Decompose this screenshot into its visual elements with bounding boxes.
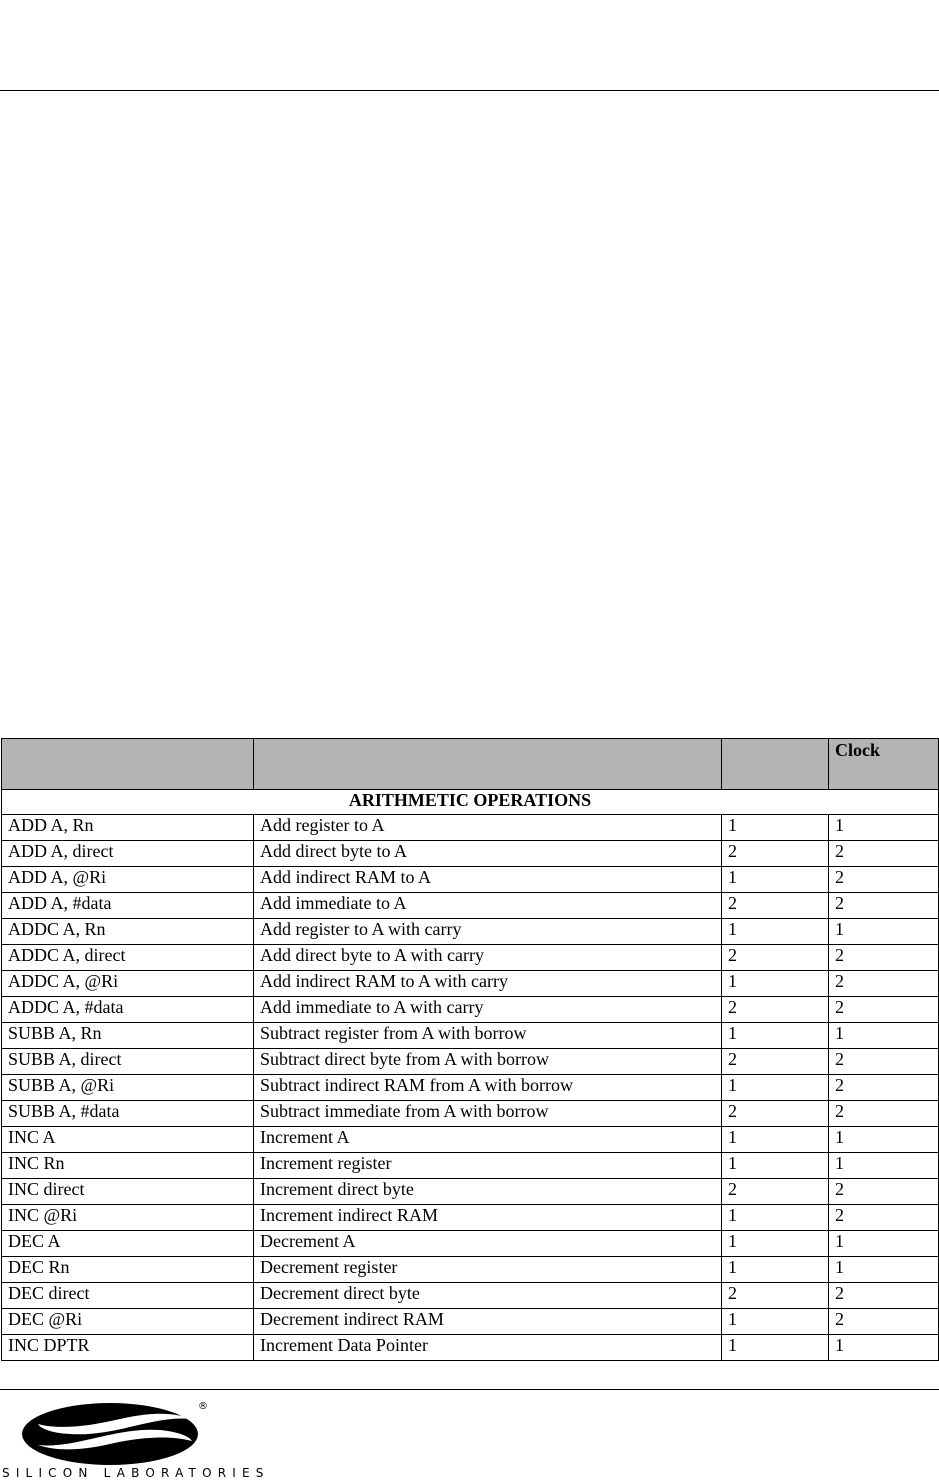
table-row	[2, 1127, 939, 1153]
cell-bytes: 1	[722, 1023, 829, 1049]
cell-clock: 2	[829, 1101, 939, 1127]
cell-mnemonic: ADD A, Rn	[2, 815, 254, 841]
cell-clock: 2	[829, 997, 939, 1023]
cell-description: Increment A	[254, 1127, 722, 1153]
table-row	[2, 945, 939, 971]
table-row	[2, 997, 939, 1023]
cell-mnemonic: ADDC A, Rn	[2, 919, 254, 945]
cell-clock: 2	[829, 1205, 939, 1231]
cell-bytes: 2	[722, 1101, 829, 1127]
header-cell-description	[254, 739, 722, 790]
cell-description: Add direct byte to A	[254, 841, 722, 867]
cell-description: Decrement direct byte	[254, 1283, 722, 1309]
table-row	[2, 1023, 939, 1049]
cell-mnemonic: SUBB A, Rn	[2, 1023, 254, 1049]
section-row	[2, 790, 939, 815]
cell-mnemonic: ADD A, #data	[2, 893, 254, 919]
table-row	[2, 971, 939, 997]
cell-mnemonic: DEC @Ri	[2, 1309, 254, 1335]
cell-bytes: 1	[722, 1335, 829, 1361]
header-cell-mnemonic	[2, 739, 254, 790]
cell-bytes: 2	[722, 1049, 829, 1075]
table-row	[2, 1075, 939, 1101]
cell-bytes: 1	[722, 919, 829, 945]
cell-clock: 2	[829, 893, 939, 919]
table-row	[2, 841, 939, 867]
cell-clock: 2	[829, 1309, 939, 1335]
cell-description: Subtract indirect RAM from A with borrow	[254, 1075, 722, 1101]
cell-description: Increment Data Pointer	[254, 1335, 722, 1361]
cell-description: Add indirect RAM to A with carry	[254, 971, 722, 997]
cell-bytes: 1	[722, 1205, 829, 1231]
cell-mnemonic: DEC Rn	[2, 1257, 254, 1283]
table-row	[2, 1153, 939, 1179]
cell-clock: 1	[829, 919, 939, 945]
cell-description: Subtract direct byte from A with borrow	[254, 1049, 722, 1075]
table-row	[2, 919, 939, 945]
cell-clock: 2	[829, 1283, 939, 1309]
cell-description: Add register to A	[254, 815, 722, 841]
silicon-labs-logo-mark	[20, 1397, 210, 1467]
cell-bytes: 1	[722, 1127, 829, 1153]
table-row	[2, 1179, 939, 1205]
cell-mnemonic: DEC A	[2, 1231, 254, 1257]
table-row	[2, 1335, 939, 1361]
table-row	[2, 1049, 939, 1075]
table-row	[2, 1283, 939, 1309]
cell-description: Add indirect RAM to A	[254, 867, 722, 893]
table-row	[2, 1231, 939, 1257]
cell-clock: 1	[829, 1023, 939, 1049]
cell-mnemonic: SUBB A, #data	[2, 1101, 254, 1127]
header-cell-bytes	[722, 739, 829, 790]
header-rule	[0, 90, 939, 91]
cell-mnemonic: SUBB A, @Ri	[2, 1075, 254, 1101]
cell-bytes: 2	[722, 1283, 829, 1309]
cell-bytes: 1	[722, 1231, 829, 1257]
cell-clock: 1	[829, 1231, 939, 1257]
cell-description: Add direct byte to A with carry	[254, 945, 722, 971]
cell-description: Decrement register	[254, 1257, 722, 1283]
cell-bytes: 1	[722, 971, 829, 997]
table-row	[2, 893, 939, 919]
cell-clock: 1	[829, 1153, 939, 1179]
cell-description: Subtract register from A with borrow	[254, 1023, 722, 1049]
cell-clock: 2	[829, 867, 939, 893]
logo-wordmark: SILICON LABORATORIES	[2, 1466, 270, 1480]
cell-mnemonic: INC direct	[2, 1179, 254, 1205]
table-row	[2, 1101, 939, 1127]
cell-bytes: 2	[722, 1179, 829, 1205]
cell-clock: 2	[829, 1075, 939, 1101]
table-row	[2, 1309, 939, 1335]
cell-clock: 1	[829, 1257, 939, 1283]
cell-description: Increment indirect RAM	[254, 1205, 722, 1231]
cell-clock: 2	[829, 1179, 939, 1205]
cell-description: Subtract immediate from A with borrow	[254, 1101, 722, 1127]
cell-clock: 1	[829, 1335, 939, 1361]
cell-mnemonic: INC DPTR	[2, 1335, 254, 1361]
table-row	[2, 867, 939, 893]
cell-bytes: 1	[722, 1075, 829, 1101]
cell-clock: 2	[829, 841, 939, 867]
cell-bytes: 1	[722, 1153, 829, 1179]
cell-mnemonic: ADD A, @Ri	[2, 867, 254, 893]
cell-bytes: 2	[722, 945, 829, 971]
cell-clock: 2	[829, 971, 939, 997]
table-header-row	[2, 739, 939, 790]
instruction-table	[1, 738, 939, 1361]
cell-mnemonic: ADDC A, @Ri	[2, 971, 254, 997]
cell-clock: 1	[829, 1127, 939, 1153]
cell-clock: 1	[829, 815, 939, 841]
table-row	[2, 815, 939, 841]
cell-description: Increment direct byte	[254, 1179, 722, 1205]
cell-description: Decrement indirect RAM	[254, 1309, 722, 1335]
table-row	[2, 1205, 939, 1231]
cell-bytes: 1	[722, 1309, 829, 1335]
cell-description: Add immediate to A	[254, 893, 722, 919]
cell-mnemonic: ADDC A, #data	[2, 997, 254, 1023]
cell-bytes: 1	[722, 815, 829, 841]
cell-description: Add immediate to A with carry	[254, 997, 722, 1023]
cell-mnemonic: INC Rn	[2, 1153, 254, 1179]
cell-clock: 2	[829, 1049, 939, 1075]
table-row	[2, 1257, 939, 1283]
cell-description: Increment register	[254, 1153, 722, 1179]
cell-mnemonic: SUBB A, direct	[2, 1049, 254, 1075]
header-cell-clock: Clock	[829, 739, 939, 790]
cell-mnemonic: ADDC A, direct	[2, 945, 254, 971]
cell-mnemonic: INC A	[2, 1127, 254, 1153]
cell-bytes: 1	[722, 867, 829, 893]
cell-description: Decrement A	[254, 1231, 722, 1257]
cell-bytes: 1	[722, 1257, 829, 1283]
footer-rule	[0, 1389, 939, 1390]
registered-mark: ®	[198, 1401, 208, 1412]
cell-mnemonic: DEC direct	[2, 1283, 254, 1309]
section-title: ARITHMETIC OPERATIONS	[2, 790, 939, 815]
cell-mnemonic: INC @Ri	[2, 1205, 254, 1231]
cell-clock: 2	[829, 945, 939, 971]
cell-mnemonic: ADD A, direct	[2, 841, 254, 867]
cell-bytes: 2	[722, 841, 829, 867]
cell-bytes: 2	[722, 893, 829, 919]
cell-description: Add register to A with carry	[254, 919, 722, 945]
cell-bytes: 2	[722, 997, 829, 1023]
